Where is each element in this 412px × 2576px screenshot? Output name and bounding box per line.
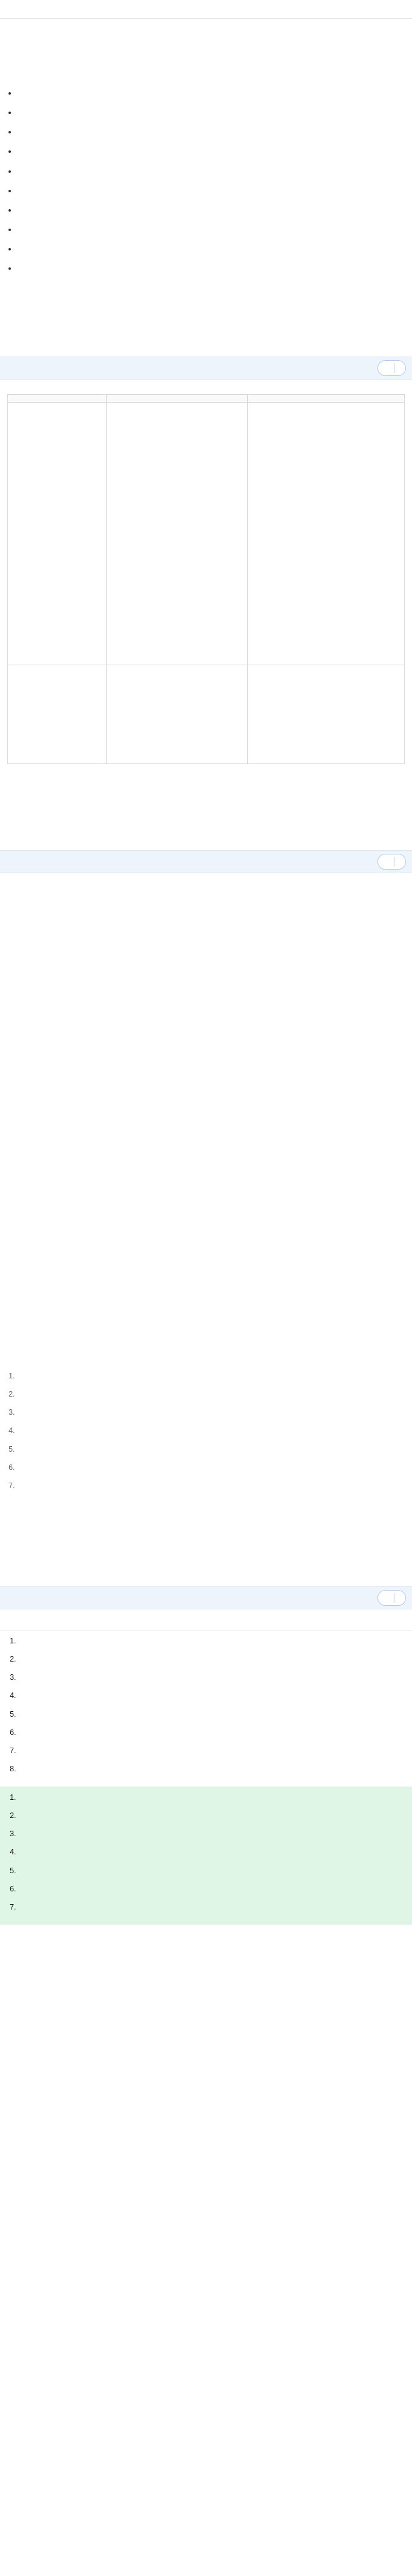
examples-cell: [248, 665, 405, 764]
answer-item: [18, 1654, 405, 1665]
answer-item: [18, 1690, 405, 1701]
suffix-cell: [8, 665, 107, 764]
wordlist-list: [0, 87, 412, 273]
wordlist-item: [17, 126, 405, 137]
answers-block: [0, 1630, 412, 1925]
answer-item: [18, 1763, 405, 1774]
highlight-section: [0, 1786, 412, 1925]
highlight-item: [18, 1828, 405, 1839]
questions-block: [0, 1370, 412, 1498]
wordlist-item: [17, 166, 405, 176]
wordlist-item: [17, 107, 405, 118]
highlight-list: [7, 1792, 405, 1913]
answer-item: [18, 1635, 405, 1646]
question-item: [17, 1407, 405, 1418]
answers-section: [0, 1630, 412, 1786]
answer-item: [18, 1745, 405, 1756]
highlight-item: [18, 1846, 405, 1857]
wordlist-item: [17, 204, 405, 215]
exercise-bar: [0, 357, 412, 380]
answer-item: [18, 1727, 405, 1738]
wordlist-item: [17, 263, 405, 273]
highlight-item: [18, 1865, 405, 1876]
answer-item: [18, 1672, 405, 1683]
wordlist-block: [0, 84, 412, 282]
wordlist-item: [17, 146, 405, 156]
exercise-bar: [0, 1586, 412, 1609]
questions-list: [0, 1370, 412, 1491]
highlight-item: [18, 1902, 405, 1913]
question-item: [17, 1462, 405, 1473]
examples-cell: [248, 403, 405, 665]
wordlist-item: [17, 243, 405, 254]
table-header: [8, 395, 107, 403]
question-item: [17, 1370, 405, 1381]
wordlist-item: [17, 185, 405, 196]
highlight-item: [18, 1792, 405, 1803]
exercise-bar: [0, 850, 412, 873]
table-header: [107, 395, 248, 403]
question-item: [17, 1480, 405, 1491]
table-row: [8, 403, 405, 665]
question-item: [17, 1444, 405, 1455]
answers-list: [7, 1635, 405, 1774]
suffix-section: [0, 389, 412, 764]
question-item: [17, 1425, 405, 1436]
question-item: [17, 1389, 405, 1400]
exercise-pager: [377, 1590, 406, 1606]
table-header: [248, 395, 405, 403]
highlight-item: [18, 1810, 405, 1821]
exercise-pager: [377, 360, 406, 376]
site-header: [0, 0, 412, 19]
meaning-cell: [107, 403, 248, 665]
suffix-cell: [8, 403, 107, 665]
wordlist-item: [17, 87, 405, 98]
answer-item: [18, 1709, 405, 1720]
suffix-table: [7, 394, 405, 764]
meaning-cell: [107, 665, 248, 764]
table-header-row: [8, 395, 405, 403]
reading-block: [0, 878, 412, 885]
wordlist-item: [17, 224, 405, 235]
table-row: [8, 665, 405, 764]
highlight-item: [18, 1883, 405, 1894]
exercise-pager: [377, 854, 406, 870]
